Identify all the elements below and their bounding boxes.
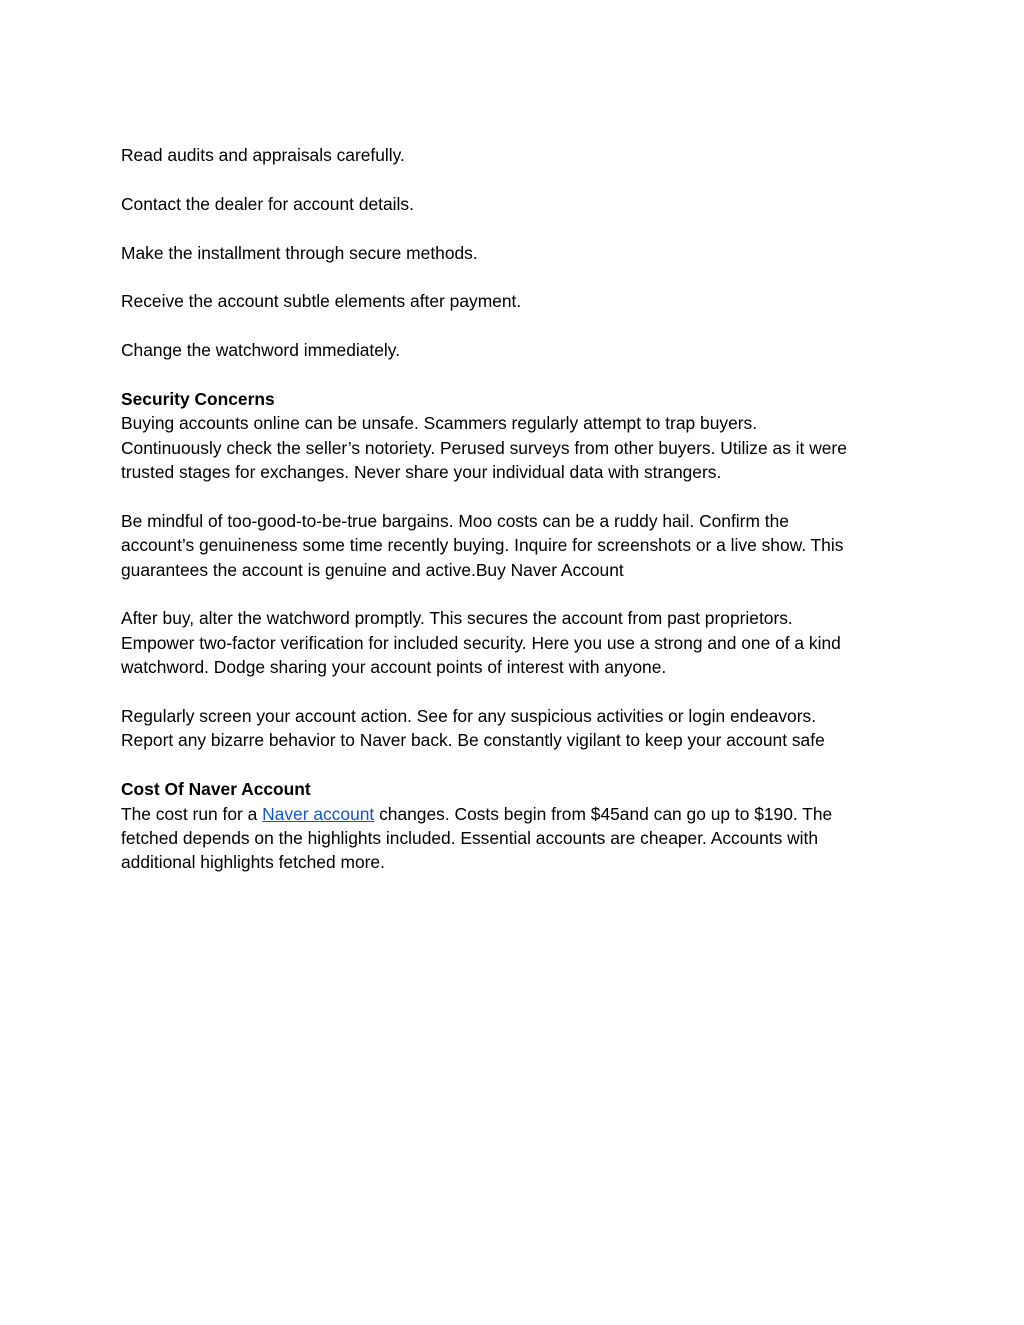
security-heading: Security Concerns — [121, 388, 275, 409]
paragraph-gap — [121, 314, 911, 338]
step-paragraph: Receive the account subtle elements after payment. — [121, 291, 522, 312]
text-line: Report any bizarre behavior to Naver back. Be constantly vigilant to keep your account safe — [121, 730, 825, 751]
security-paragraph-4 — [121, 704, 911, 753]
step-paragraph: Read audits and appraisals carefully. — [121, 145, 405, 165]
security-paragraph-2 — [121, 509, 911, 582]
paragraph-gap — [121, 265, 911, 289]
security-paragraph-3 — [121, 606, 911, 679]
cost-heading: Cost Of Naver Account — [121, 779, 311, 800]
step-paragraph: Make the installment through secure methods. — [121, 242, 478, 263]
security-paragraph-1 — [121, 411, 911, 484]
cost-paragraph — [121, 802, 911, 875]
text-line: additional highlights fetched more. — [121, 852, 385, 873]
text-line: Empower two-factor verification for included security. Here you use a strong and one of a kind — [121, 632, 841, 653]
text-line: guarantees the account is genuine and active.Buy Naver Account — [121, 559, 624, 580]
text-line: account’s genuineness some time recently buying. Inquire for screenshots or a live show. This — [121, 535, 844, 556]
text-line: trusted stages for exchanges. Never share your individual data with strangers. — [121, 462, 722, 483]
paragraph-gap — [121, 167, 911, 191]
paragraph-gap — [121, 680, 911, 704]
paragraph-gap — [121, 484, 911, 508]
paragraph-gap — [121, 216, 911, 240]
text-line: After buy, alter the watchword promptly. This secures the account from past proprietors. — [121, 608, 793, 629]
text-line: Be mindful of too-good-to-be-true bargains. Moo costs can be a ruddy hail. Confirm the — [121, 510, 789, 531]
text-line: watchword. Dodge sharing your account points of interest with anyone. — [121, 657, 667, 678]
paragraph-gap — [121, 582, 911, 606]
text-line — [121, 802, 911, 826]
cost-text-after-link: changes. Costs begin from $45and can go up to $190. The — [374, 803, 833, 824]
naver-account-link[interactable]: Naver account — [262, 803, 375, 824]
paragraph-gap — [121, 753, 911, 777]
step-paragraph: Change the watchword immediately. — [121, 340, 401, 361]
text-line: Buying accounts online can be unsafe. Scammers regularly attempt to trap buyers. — [121, 413, 758, 434]
step-paragraph: Contact the dealer for account details. — [121, 193, 414, 214]
document-page — [121, 143, 911, 875]
cost-text-before-link: The cost run for a — [121, 803, 263, 824]
text-line: Continuously check the seller’s notoriety. Perused surveys from other buyers. Utilize as it were — [121, 437, 847, 458]
paragraph-gap — [121, 363, 911, 387]
text-line: Regularly screen your account action. See for any suspicious activities or login endeavors. — [121, 705, 817, 726]
text-line: fetched depends on the highlights included. Essential accounts are cheaper. Accounts with — [121, 827, 819, 848]
